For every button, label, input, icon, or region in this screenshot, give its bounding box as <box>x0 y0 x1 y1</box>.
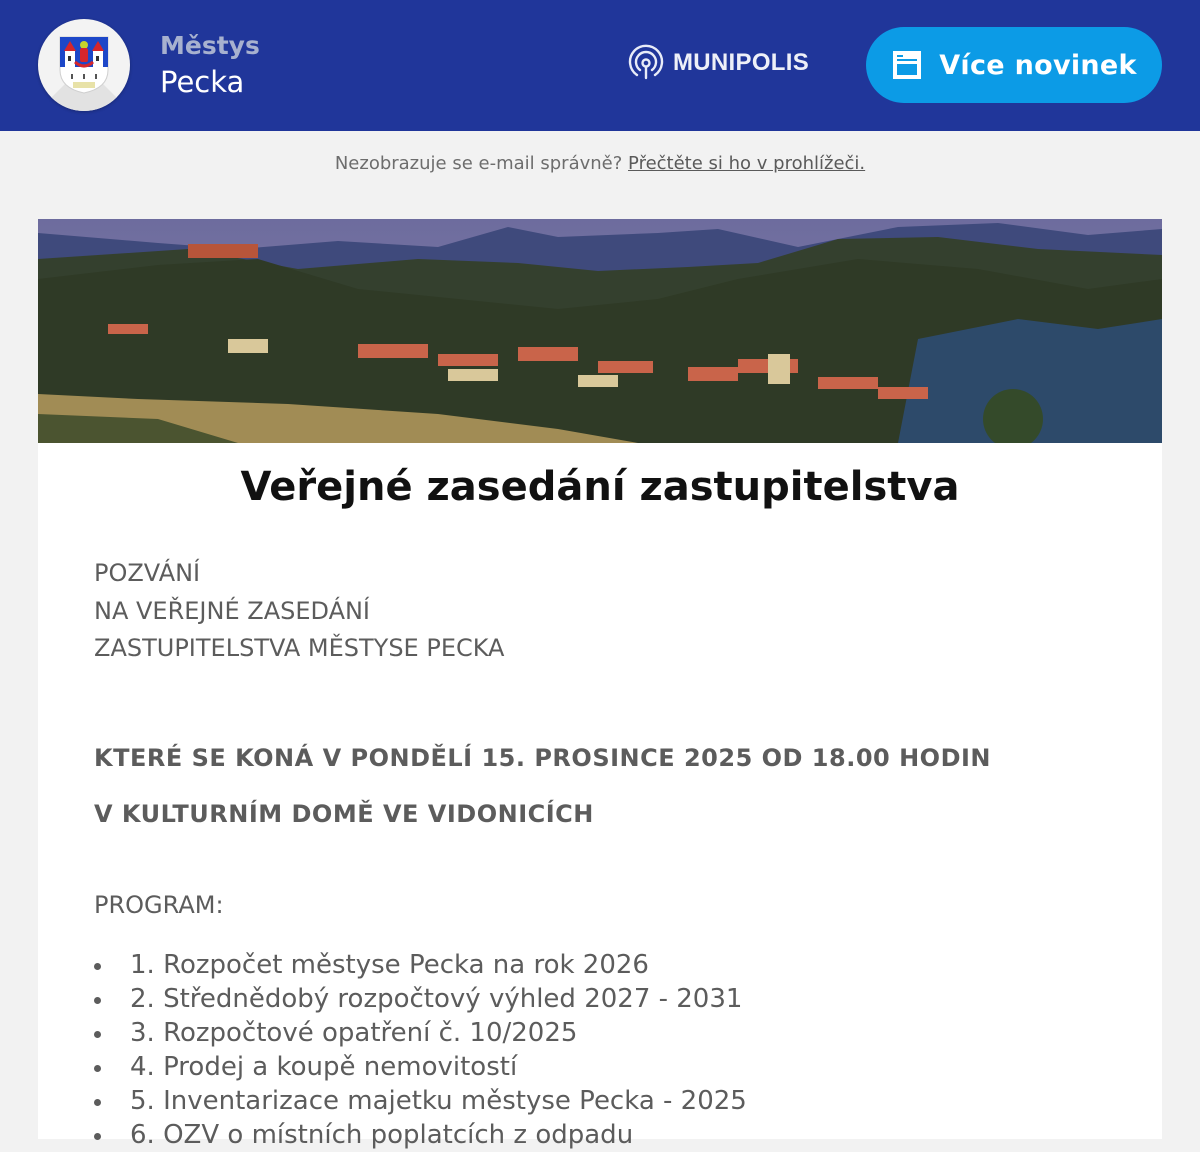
invite-line: NA VEŘEJNÉ ZASEDÁNÍ <box>94 596 371 625</box>
program-item <box>94 1016 1106 1050</box>
program-item-text: 6. OZV o místních poplatcích z odpadu <box>130 1119 634 1150</box>
email-header <box>0 0 1200 131</box>
news-icon <box>891 49 923 81</box>
brand-name <box>160 30 260 102</box>
bullet-icon <box>94 1065 101 1072</box>
article-body <box>38 555 1162 1152</box>
bullet-icon <box>94 997 101 1004</box>
coat-of-arms-icon <box>59 36 109 94</box>
program-item <box>94 1050 1106 1084</box>
invitation-block <box>94 555 1106 668</box>
landscape-image <box>38 219 1162 443</box>
bullet-icon <box>94 1031 101 1038</box>
broadcast-icon <box>627 44 665 82</box>
more-news-label: Více novinek <box>939 49 1137 81</box>
invite-line: ZASTUPITELSTVA MĚSTYSE PECKA <box>94 634 505 662</box>
program-item-text: 4. Prodej a koupě nemovitostí <box>130 1051 518 1082</box>
view-in-browser-link[interactable]: Přečtěte si ho v prohlížeči. <box>628 153 866 174</box>
program-heading: PROGRAM: <box>94 890 224 919</box>
bullet-icon <box>94 1099 101 1106</box>
bullet-icon <box>94 963 101 970</box>
program-item <box>94 1084 1106 1118</box>
brand-bottom: Pecka <box>160 65 245 99</box>
munipolis-label: MUNIPOLIS <box>673 49 810 76</box>
program-item-text: 3. Rozpočtové opatření č. 10/2025 <box>130 1017 578 1048</box>
program-item <box>94 1118 1106 1152</box>
article-card <box>38 219 1162 1150</box>
event-details <box>94 730 1106 842</box>
program-item-text: 2. Střednědobý rozpočtový výhled 2027 - 2031 <box>130 983 743 1014</box>
view-in-browser-notice <box>0 153 1200 219</box>
event-location-line: V KULTURNÍM DOMĚ VE VIDONICÍCH <box>94 799 594 828</box>
program-item <box>94 982 1106 1016</box>
notice-text: Nezobrazuje se e-mail správně? <box>334 153 623 174</box>
municipality-logo[interactable] <box>38 19 130 111</box>
program-item <box>94 948 1106 982</box>
program-item-text: 1. Rozpočet městyse Pecka na rok 2026 <box>130 949 649 980</box>
article-title: Veřejné zasedání zastupitelstva <box>240 464 960 510</box>
event-date-line: KTERÉ SE KONÁ V PONDĚLÍ 15. PROSINCE 2025 OD 18.00 HODIN <box>94 743 992 772</box>
program-list <box>94 948 1106 1152</box>
invite-line: POZVÁNÍ <box>94 559 201 587</box>
munipolis-logo[interactable] <box>627 44 809 82</box>
brand-top: Městys <box>160 31 260 60</box>
banner-image <box>38 219 1162 443</box>
bullet-icon <box>94 1133 101 1140</box>
more-news-button[interactable] <box>866 27 1162 103</box>
program-item-text: 5. Inventarizace majetku městyse Pecka - 2025 <box>130 1085 747 1116</box>
